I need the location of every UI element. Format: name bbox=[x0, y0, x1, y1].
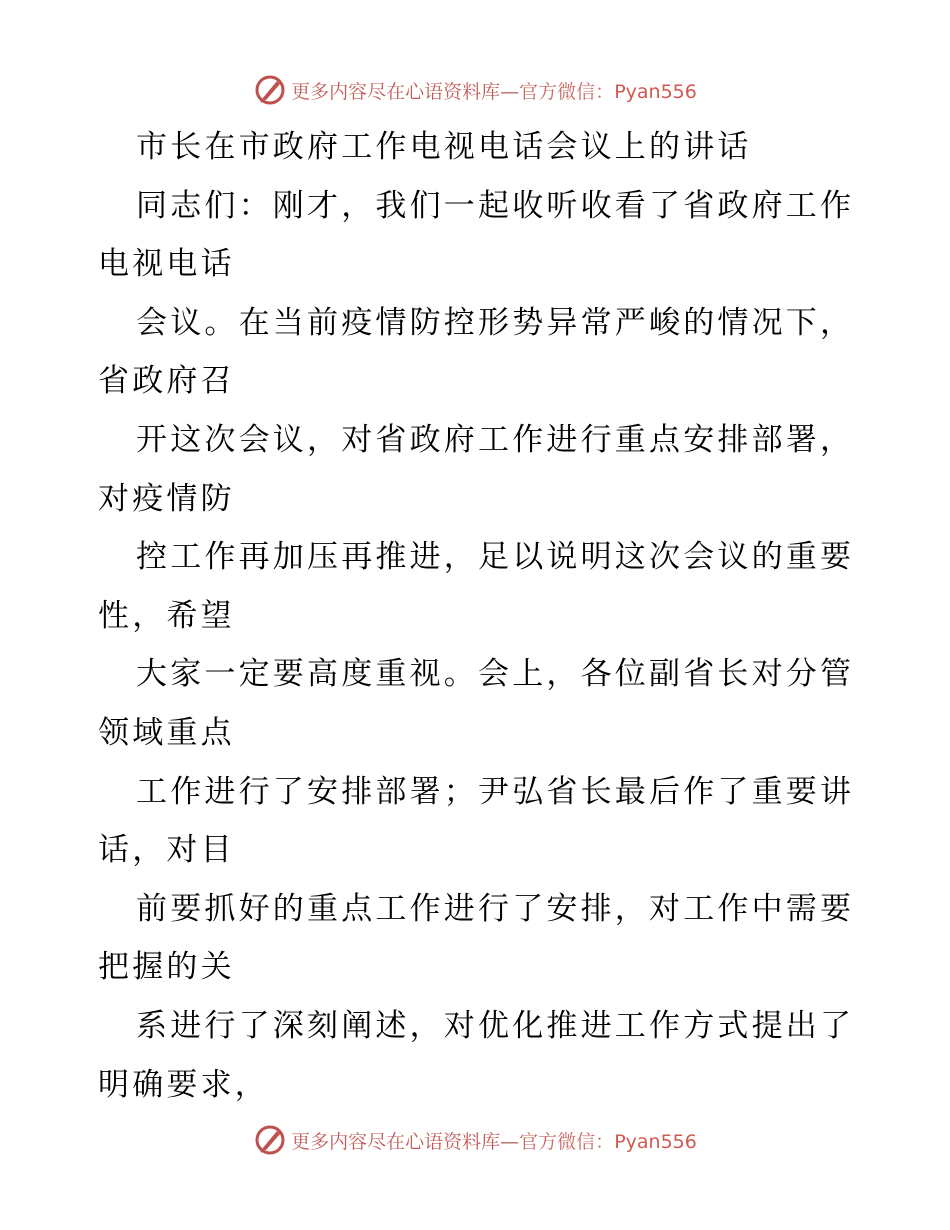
banner-separator: — bbox=[500, 1130, 520, 1153]
paragraph-line: 系进行了深刻阐述，对优化推进工作方式提出了 bbox=[136, 1007, 855, 1044]
paragraph-line: 会议。在当前疫情防控形势异常严峻的情况下， bbox=[136, 304, 855, 341]
banner-wechat-label: 官方微信： bbox=[519, 1130, 615, 1153]
paragraph-line: 把握的关 bbox=[98, 949, 235, 986]
paragraph-line: 话，对目 bbox=[98, 832, 235, 869]
banner-wechat-id: Pyan556 bbox=[614, 1130, 697, 1153]
banner-wechat-label: 官方微信： bbox=[519, 80, 615, 103]
paragraph-line: 领域重点 bbox=[98, 714, 235, 751]
paragraph-line: 性，希望 bbox=[98, 597, 235, 634]
document-title: 市长在市政府工作电视电话会议上的讲话 bbox=[136, 129, 752, 165]
paragraph-line: 开这次会议，对省政府工作进行重点安排部署， bbox=[136, 421, 855, 458]
paragraph-line: 前要抓好的重点工作进行了安排，对工作中需要 bbox=[136, 890, 855, 927]
paragraph-line: 工作进行了安排部署；尹弘省长最后作了重要讲 bbox=[136, 773, 855, 810]
feather-pen-logo-icon bbox=[253, 1123, 287, 1157]
banner-separator: — bbox=[500, 80, 520, 103]
paragraph-line: 同志们：刚才，我们一起收听收看了省政府工作 bbox=[136, 187, 855, 224]
paragraph-line: 控工作再加压再推进，足以说明这次会议的重要 bbox=[136, 539, 855, 576]
paragraph-line: 对疫情防 bbox=[98, 480, 235, 517]
paragraph-line: 省政府召 bbox=[98, 363, 235, 400]
paragraph-line: 明确要求， bbox=[98, 1066, 269, 1103]
banner-title: 更多内容尽在心语资料库 bbox=[291, 1130, 501, 1153]
banner-text bbox=[291, 77, 697, 104]
footer-banner bbox=[0, 1120, 950, 1160]
header-banner bbox=[0, 70, 950, 110]
paragraph-line: 电视电话 bbox=[98, 246, 235, 283]
document-body bbox=[98, 118, 858, 1114]
paragraph-line: 大家一定要高度重视。会上，各位副省长对分管 bbox=[136, 656, 855, 693]
banner-text bbox=[291, 1127, 697, 1154]
banner-wechat-id: Pyan556 bbox=[614, 80, 697, 103]
feather-pen-logo-icon bbox=[253, 73, 287, 107]
banner-title: 更多内容尽在心语资料库 bbox=[291, 80, 501, 103]
